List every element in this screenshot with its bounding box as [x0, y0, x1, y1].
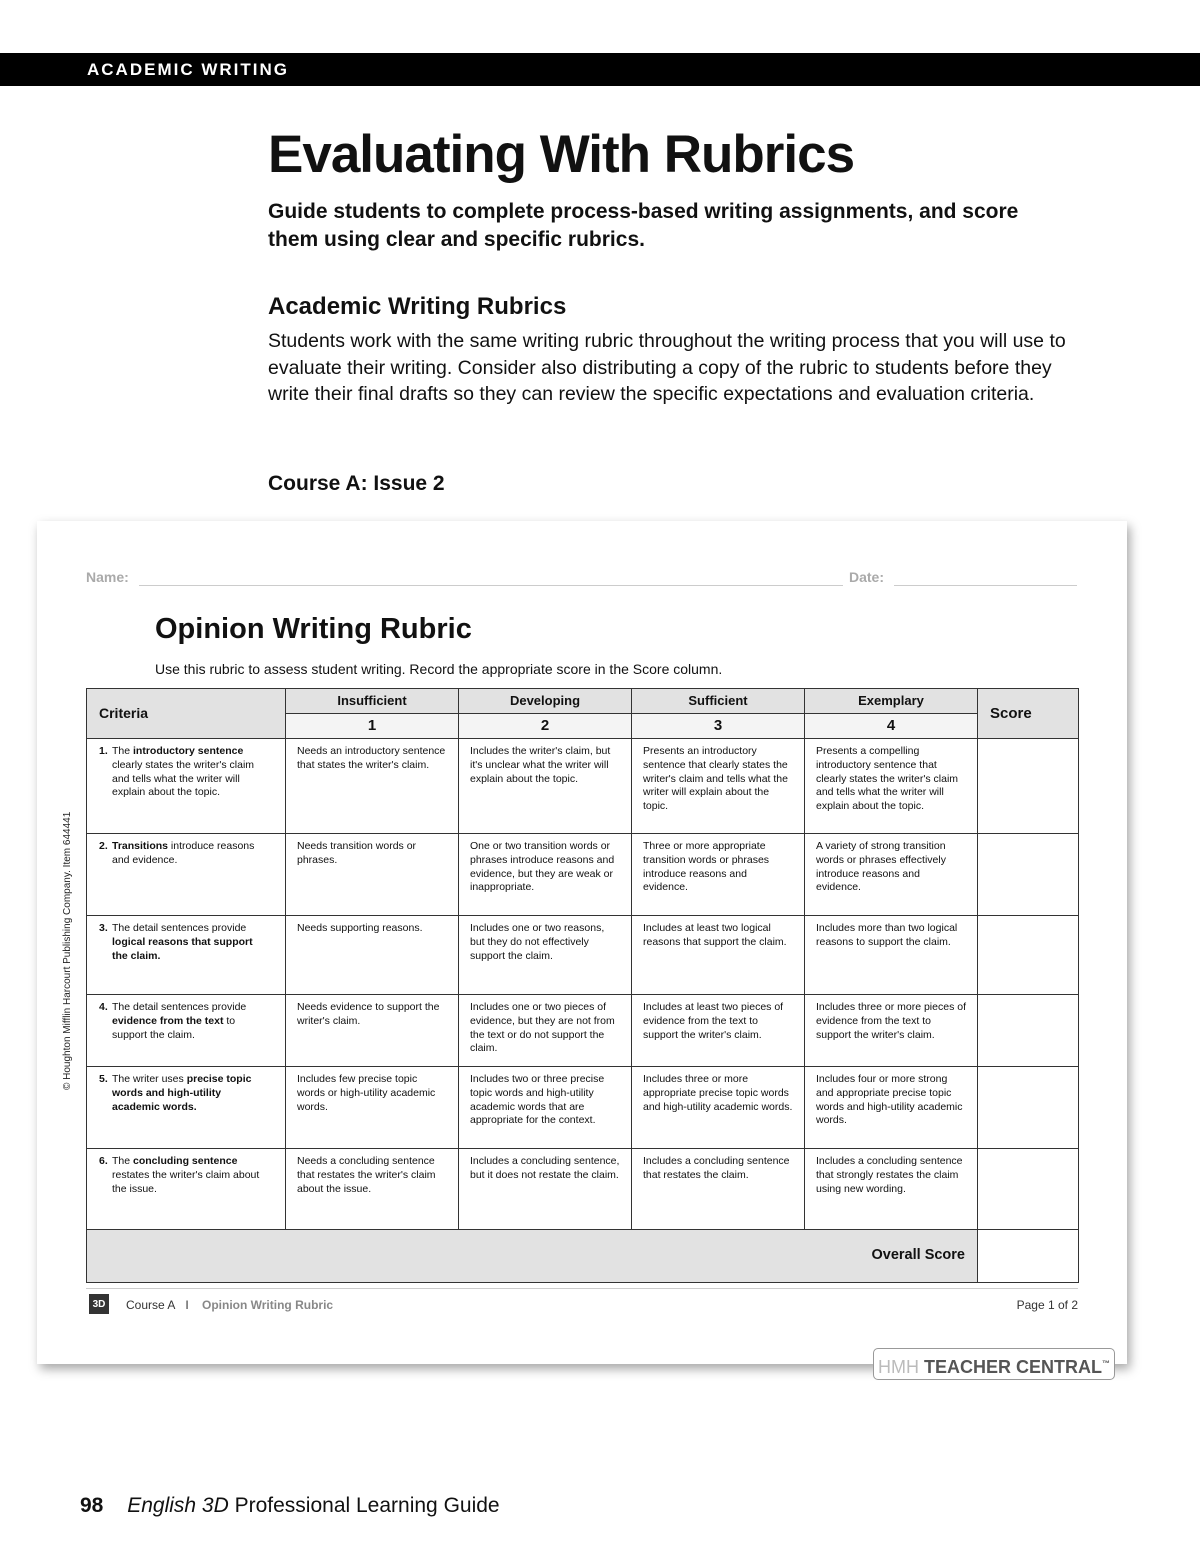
section-banner [0, 53, 1200, 86]
level-value: 2 [459, 714, 632, 739]
criteria-number: 1. [99, 745, 108, 757]
hmh-teacher-central-badge [873, 1348, 1115, 1380]
criteria-text: The detail sentences provide evidence from the text to support the claim. [112, 1001, 247, 1041]
book-subtitle: Professional Learning Guide [234, 1494, 500, 1517]
rubric-instructions: Use this rubric to assess student writing. Record the appropriate score in the Score column. [155, 661, 723, 677]
level-value: 4 [805, 714, 978, 739]
level-cell: Needs a concluding sentence that restates the writer's claim about the issue. [286, 1149, 459, 1230]
course-label: Course A: Issue 2 [268, 472, 445, 495]
name-date-row [86, 569, 1078, 589]
criteria-text: The writer uses precise topic words and high-utility academic words. [112, 1073, 252, 1113]
score-cell[interactable] [978, 834, 1079, 916]
overall-score-cell[interactable] [978, 1230, 1079, 1283]
rubric-title: Opinion Writing Rubric [155, 613, 472, 645]
rubric-body [87, 739, 1079, 1230]
section-label: ACADEMIC WRITING [87, 60, 289, 79]
footer-page: Page 1 of 2 [1016, 1298, 1078, 1312]
level-cell: Presents a compelling introductory sentence that clearly states the writer's claim and tells what the writer will explain about the topic. [805, 739, 978, 834]
level-cell: Includes a concluding sentence, but it does not restate the claim. [459, 1149, 632, 1230]
criteria-text: The detail sentences provide logical reasons that support the claim. [112, 922, 253, 962]
level-header: Developing [459, 689, 632, 714]
level-cell: Includes a concluding sentence that strongly restates the claim using new wording. [805, 1149, 978, 1230]
level-cell: Presents an introductory sentence that clearly states the writer's claim and tells what the writer will explain about the topic. [632, 739, 805, 834]
worksheet-footer [86, 1288, 1078, 1317]
score-cell[interactable] [978, 1149, 1079, 1230]
criteria-cell [87, 739, 286, 834]
score-cell[interactable] [978, 1067, 1079, 1149]
rubric-row [87, 834, 1079, 916]
level-cell: One or two transition words or phrases introduce reasons and evidence, but they are weak or inappropriate. [459, 834, 632, 916]
level-cell: Needs transition words or phrases. [286, 834, 459, 916]
footer-separator: I [185, 1298, 189, 1312]
date-line [894, 585, 1077, 586]
overall-score-row [87, 1230, 1079, 1283]
level-cell: Includes three or more appropriate precise topic words and high-utility academic words. [632, 1067, 805, 1149]
rubric-row [87, 739, 1079, 834]
level-cell: Includes the writer's claim, but it's unclear what the writer will explain about the topic. [459, 739, 632, 834]
criteria-cell [87, 995, 286, 1067]
page-title: Evaluating With Rubrics [268, 125, 855, 184]
footer-course [126, 1298, 189, 1312]
criteria-text: The introductory sentence clearly states the writer's claim and tells what the writer will explain about the topic. [112, 745, 255, 799]
level-cell: Includes one or two reasons, but they do not effectively support the claim. [459, 916, 632, 995]
score-cell[interactable] [978, 995, 1079, 1067]
level-cell: Includes one or two pieces of evidence, but they are not from the text or do not support the claim. [459, 995, 632, 1067]
page-subtitle: Guide students to complete process-based writing assignments, and score them using clear and specific rubrics. [268, 200, 1019, 251]
level-value: 3 [632, 714, 805, 739]
criteria-text: The concluding sentence restates the writer's claim about the issue. [112, 1155, 260, 1195]
teacher-central-text: TEACHER CENTRAL [924, 1357, 1102, 1377]
rubric-table [86, 688, 1079, 1283]
score-header: Score [978, 689, 1079, 739]
english-3d-logo-icon: 3D [89, 1294, 109, 1314]
footer-course-text: Course A [126, 1298, 176, 1312]
score-cell[interactable] [978, 739, 1079, 834]
level-cell: Includes at least two pieces of evidence from the text to support the writer's claim. [632, 995, 805, 1067]
criteria-cell [87, 1067, 286, 1149]
trademark-mark: ™ [1102, 1359, 1110, 1368]
name-label: Name: [86, 569, 129, 585]
criteria-number: 2. [99, 840, 108, 852]
level-header: Sufficient [632, 689, 805, 714]
criteria-text: Transitions introduce reasons and evidence. [112, 840, 255, 866]
name-line [139, 585, 843, 586]
criteria-header: Criteria [87, 689, 286, 739]
page-footer [80, 1494, 500, 1518]
score-cell[interactable] [978, 916, 1079, 995]
level-cell: Includes few precise topic words or high-utility academic words. [286, 1067, 459, 1149]
criteria-number: 6. [99, 1155, 108, 1167]
rubric-row [87, 1149, 1079, 1230]
level-cell: A variety of strong transition words or phrases effectively introduce reasons and evidence. [805, 834, 978, 916]
rubric-row [87, 916, 1079, 995]
level-cell: Needs supporting reasons. [286, 916, 459, 995]
level-header: Exemplary [805, 689, 978, 714]
level-cell: Three or more appropriate transition words or phrases introduce reasons and evidence. [632, 834, 805, 916]
criteria-number: 5. [99, 1073, 108, 1085]
intro-paragraph: Students work with the same writing rubric throughout the writing process that you will use to evaluate their writing. Consider also distributing a copy of the rubric to students before they write their final drafts so they can review the specific expectations and evaluation criteria. [268, 330, 1066, 405]
level-cell: Includes three or more pieces of evidence from the text to support the writer's claim. [805, 995, 978, 1067]
rubric-row [87, 1067, 1079, 1149]
rubric-row [87, 995, 1079, 1067]
level-header: Insufficient [286, 689, 459, 714]
copyright-notice: © Houghton Mifflin Harcourt Publishing Company. Item 644441 [62, 811, 73, 1090]
criteria-number: 3. [99, 922, 108, 934]
level-value: 1 [286, 714, 459, 739]
criteria-cell [87, 916, 286, 995]
level-cell: Includes two or three precise topic words and high-utility academic words that are appropriate for the context. [459, 1067, 632, 1149]
date-label: Date: [849, 569, 885, 585]
rubric-worksheet [37, 521, 1127, 1364]
section-heading: Academic Writing Rubrics [268, 293, 567, 320]
book-title: English 3D [127, 1494, 229, 1517]
criteria-cell [87, 1149, 286, 1230]
overall-score-label: Overall Score [87, 1230, 978, 1283]
page-number: 98 [80, 1494, 104, 1517]
footer-title: Opinion Writing Rubric [202, 1298, 334, 1312]
level-cell: Includes four or more strong and appropriate precise topic words and high-utility academic words. [805, 1067, 978, 1149]
criteria-number: 4. [99, 1001, 108, 1013]
level-cell: Includes more than two logical reasons to support the claim. [805, 916, 978, 995]
level-cell: Needs evidence to support the writer's claim. [286, 995, 459, 1067]
level-cell: Includes a concluding sentence that restates the claim. [632, 1149, 805, 1230]
criteria-cell [87, 834, 286, 916]
level-cell: Includes at least two logical reasons that support the claim. [632, 916, 805, 995]
level-cell: Needs an introductory sentence that states the writer's claim. [286, 739, 459, 834]
hmh-text: HMH [877, 1357, 919, 1377]
